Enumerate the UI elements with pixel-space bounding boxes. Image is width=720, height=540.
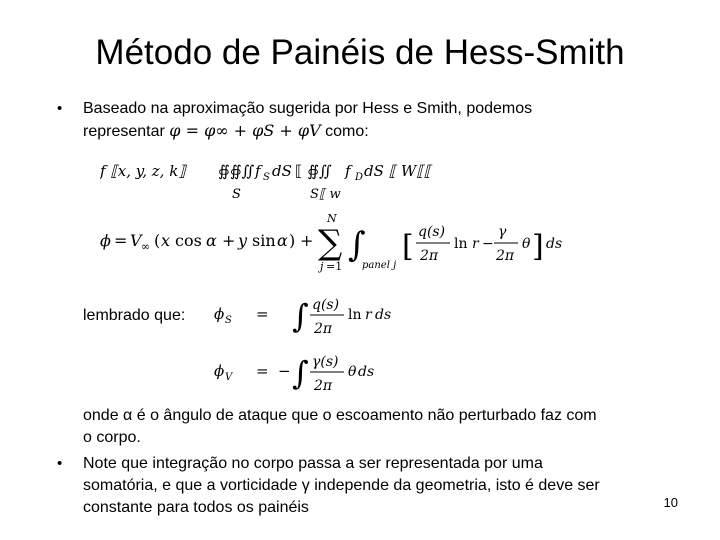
- svg-text:⟦ ∯∬: ⟦ ∯∬: [295, 162, 332, 180]
- svg-text:∫: ∫: [292, 354, 309, 392]
- svg-text:−: −: [482, 236, 494, 252]
- bullet-1-prefix: representar: [83, 123, 165, 140]
- svg-text:γ: γ: [498, 224, 507, 240]
- svg-text:r: r: [472, 236, 479, 252]
- bullet-1-formula: φ = φ∞ + φS + φV: [169, 121, 321, 140]
- svg-text:2π: 2π: [420, 248, 439, 264]
- svg-text:∞: ∞: [141, 240, 151, 253]
- equation-phi-v: [212, 342, 402, 400]
- svg-text:2π: 2π: [314, 321, 333, 337]
- bullet-2-line-1: Note que integração no corpo passa a ser representada por uma: [83, 455, 543, 472]
- svg-text:+: +: [300, 231, 314, 250]
- svg-text:θ: θ: [522, 236, 531, 252]
- svg-text:f ⟦x, y, z, k⟧: f ⟦x, y, z, k⟧: [100, 162, 186, 180]
- svg-text:sin: sin: [252, 231, 276, 250]
- svg-text:∑: ∑: [318, 223, 343, 263]
- svg-text:θ: θ: [348, 364, 357, 380]
- bullet-dot: •: [57, 455, 63, 472]
- svg-text:∯∯∬: ∯∯∬: [218, 162, 255, 180]
- svg-text:panel j: panel j: [362, 260, 397, 271]
- svg-text:ln: ln: [348, 307, 362, 323]
- svg-text:∫: ∫: [292, 297, 309, 335]
- svg-text:=: =: [256, 362, 269, 380]
- slide-number: 10: [663, 495, 678, 510]
- svg-text:S: S: [263, 172, 270, 183]
- svg-text:γ(s): γ(s): [312, 354, 339, 370]
- svg-text:q(s): q(s): [312, 297, 340, 313]
- svg-text:ds: ds: [546, 236, 563, 252]
- bullet-1-line-2: [83, 120, 683, 143]
- svg-text:ϕ: ϕ: [214, 305, 225, 323]
- onde-line-1: onde α é o ângulo de ataque que o escoamento não perturbado faz com: [83, 407, 597, 424]
- page-title: Método de Painéis de Hess-Smith: [95, 33, 625, 72]
- bullet-2: [57, 453, 697, 523]
- svg-text:ds: ds: [358, 364, 375, 380]
- svg-text:=: =: [256, 305, 269, 323]
- svg-text:=: =: [114, 231, 128, 250]
- svg-text:V: V: [225, 372, 233, 383]
- svg-text:f: f: [255, 162, 261, 180]
- svg-text:−: −: [278, 362, 291, 380]
- svg-text:f: f: [345, 162, 351, 180]
- equation-main: [100, 210, 580, 276]
- onde-line-2: o corpo.: [83, 429, 141, 446]
- svg-text:r: r: [365, 307, 372, 323]
- svg-text:q(s): q(s): [418, 224, 446, 240]
- svg-text:S: S: [232, 187, 241, 202]
- svg-text:2π: 2π: [496, 248, 515, 264]
- svg-text:S: S: [225, 315, 232, 326]
- svg-text:dS ⟦ W⟦⟦: dS ⟦ W⟦⟦: [364, 162, 432, 180]
- svg-text:[: [: [402, 229, 414, 264]
- svg-text:α: α: [277, 231, 288, 250]
- svg-text:j: j: [320, 260, 324, 273]
- svg-text:=1: =1: [326, 260, 343, 273]
- bullet-2-line-2: somatória, e que a vorticidade γ independe da geometria, isto é deve ser: [83, 477, 600, 494]
- svg-text:N: N: [327, 212, 337, 225]
- equation-phi-s: [212, 285, 402, 343]
- bullet-2-line-3: constante para todos os painéis: [83, 499, 309, 516]
- svg-text:x: x: [161, 231, 171, 250]
- onde-paragraph: [83, 405, 703, 449]
- equation-intermediate: [100, 158, 440, 202]
- svg-text:ϕ: ϕ: [100, 231, 111, 250]
- svg-text:cos: cos: [175, 231, 202, 250]
- svg-text:ln: ln: [454, 236, 468, 252]
- lembrado-text: lembrado que:: [83, 307, 186, 324]
- svg-text:y: y: [238, 231, 248, 250]
- svg-text:ds: ds: [375, 307, 392, 323]
- svg-text:D: D: [355, 172, 364, 183]
- svg-text:): ): [289, 231, 296, 250]
- svg-text:S⟦ w: S⟦ w: [310, 187, 341, 202]
- svg-text:ϕ: ϕ: [214, 362, 225, 380]
- bullet-1-suffix: como:: [325, 123, 369, 140]
- bullet-1: [57, 98, 697, 148]
- svg-text:dS: dS: [272, 162, 292, 180]
- svg-text:α: α: [206, 231, 217, 250]
- bullet-1-line-1: Baseado na aproximação sugerida por Hess e Smith, podemos: [83, 100, 533, 117]
- bullet-dot: •: [57, 100, 63, 117]
- svg-text:]: ]: [532, 229, 544, 264]
- svg-text:2π: 2π: [314, 378, 333, 394]
- svg-text:∫: ∫: [348, 225, 366, 265]
- svg-text:+: +: [222, 231, 236, 250]
- svg-text:(: (: [154, 231, 161, 250]
- svg-text:V: V: [130, 231, 142, 250]
